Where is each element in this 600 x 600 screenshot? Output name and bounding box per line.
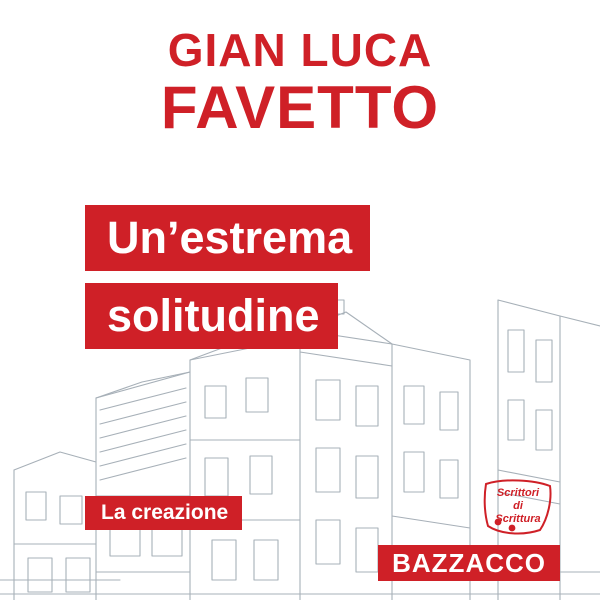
title-line-2: solitudine — [85, 283, 338, 349]
subtitle: La creazione — [85, 496, 242, 530]
collection-line-2: di — [513, 500, 523, 512]
collection-line-3: Scrittura — [495, 513, 541, 525]
title-line-1: Un’estrema — [85, 205, 370, 271]
publisher-name: BAZZACCO — [378, 545, 560, 581]
collection-logo — [482, 478, 554, 536]
collection-line-1: Scrittori — [496, 487, 540, 499]
author-last-name: FAVETTO — [160, 74, 440, 142]
author-name — [0, 24, 600, 142]
author-first-name: GIAN LUCA — [167, 24, 433, 76]
collection-logo-text — [482, 478, 554, 536]
